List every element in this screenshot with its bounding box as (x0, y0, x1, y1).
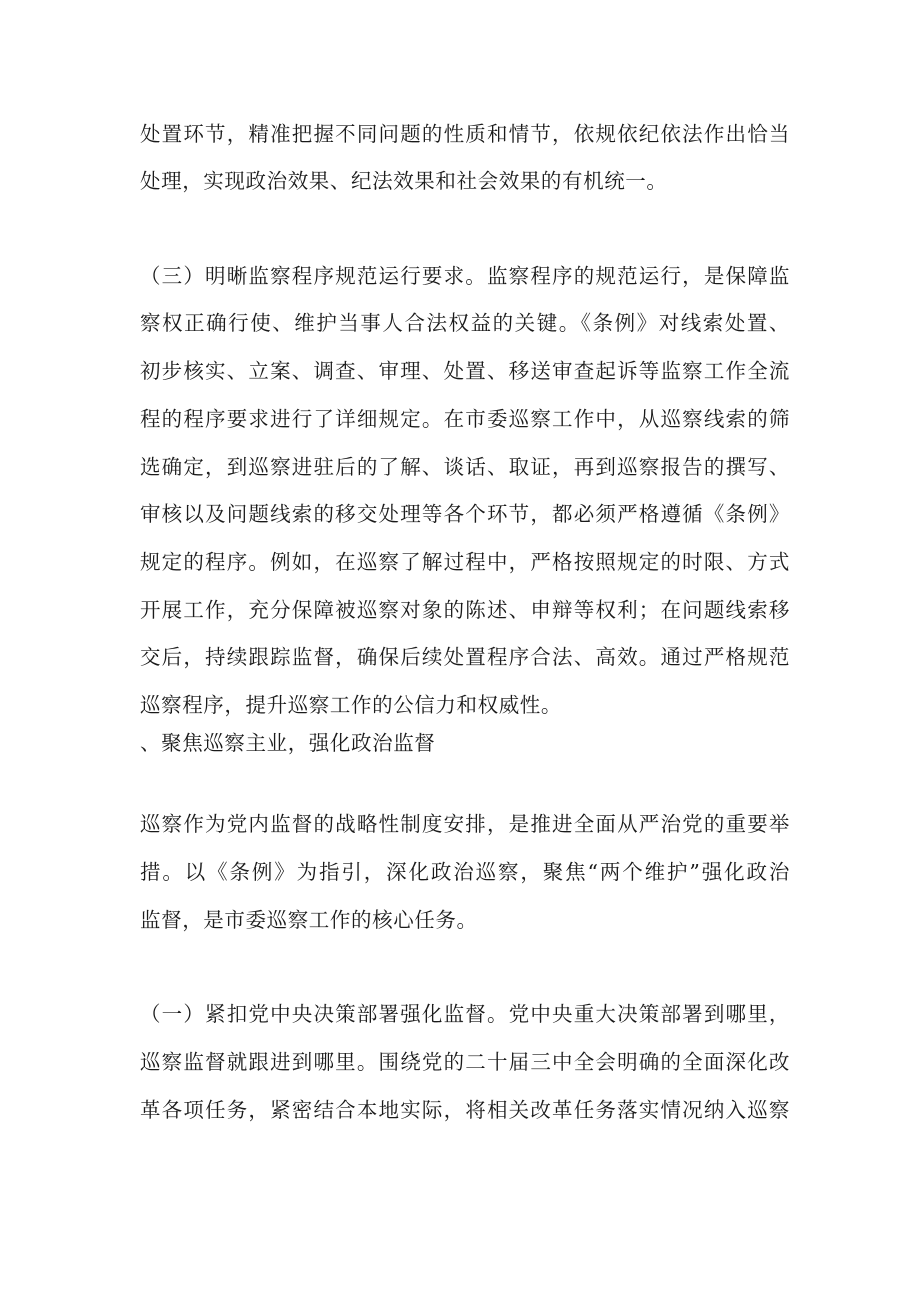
text-line: 初步核实、立案、调查、审理、处置、移送审查起诉等监察工作全流 (140, 359, 790, 383)
text-line: 革各项任务，紧密结合本地实际，将相关改革任务落实情况纳入巡察 (140, 1098, 790, 1122)
section-heading: 、聚焦巡察主业，强化政治监督 (140, 731, 436, 755)
text-line: 察权正确行使、维护当事人合法权益的关键。《条例》对线索处置、 (140, 311, 790, 335)
text-line: 处置环节，精准把握不同问题的性质和情节，依规依纪依法作出恰当 (140, 122, 790, 146)
text-line: （一）紧扣党中央决策部署强化监督。党中央重大决策部署到哪里， (140, 1002, 790, 1026)
text-line: 程的程序要求进行了详细规定。在市委巡察工作中，从巡察线索的筛 (140, 407, 790, 431)
text-line: 监督，是市委巡察工作的核心任务。 (140, 908, 478, 932)
text-line: 交后，持续跟踪监督，确保后续处置程序合法、高效。通过严格规范 (140, 645, 790, 669)
text-line: 审核以及问题线索的移交处理等各个环节，都必须严格遵循《条例》 (140, 502, 790, 526)
text-line: 巡察作为党内监督的战略性制度安排，是推进全面从严治党的重要举 (140, 812, 790, 836)
text-line: 选确定，到巡察进驻后的了解、谈话、取证，再到巡察报告的撰写、 (140, 455, 790, 479)
text-line: 规定的程序。例如，在巡察了解过程中，严格按照规定的时限、方式 (140, 550, 790, 574)
text-line: 措。以《条例》为指引，深化政治巡察，聚焦“两个维护”强化政治 (140, 860, 790, 884)
text-line: 处理，实现政治效果、纪法效果和社会效果的有机统一。 (140, 169, 668, 193)
text-line: （三）明晰监察程序规范运行要求。监察程序的规范运行，是保障监 (140, 264, 790, 288)
text-line: 巡察监督就跟进到哪里。围绕党的二十届三中全会明确的全面深化改 (140, 1050, 790, 1074)
text-line: 开展工作，充分保障被巡察对象的陈述、申辩等权利；在问题线索移 (140, 598, 790, 622)
text-line: 巡察程序，提升巡察工作的公信力和权威性。 (140, 693, 562, 717)
